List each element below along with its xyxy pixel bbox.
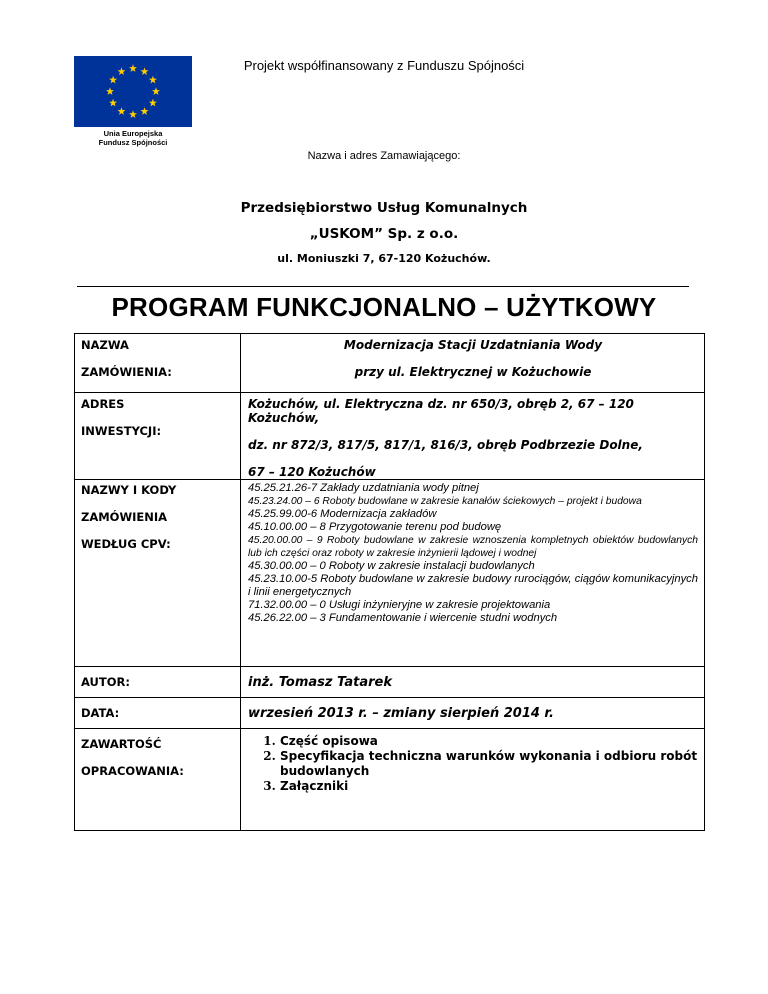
eu-stars-icon (74, 56, 192, 127)
contents-item: 1. Część opisowa (280, 734, 698, 749)
cpv-code: 45.26.22.00 – 3 Fundamentowanie i wiercenie studni wodnych (248, 612, 558, 624)
contents-list (248, 734, 698, 794)
cpv-label-3: WEDŁUG CPV: (81, 537, 171, 551)
cpv-code: 45.25.21.26-7 Zakłady uzdatniania wody pitnej (248, 482, 479, 494)
investment-address-label-2: INWESTYCJI: (81, 424, 162, 438)
cpv-code: 45.20.00.00 – 9 Roboty budowlane w zakresie wznoszenia kompletnych obiektów budowlanych lub ich części oraz roboty w zakresie inżynierii lądowej i wodnej (248, 535, 698, 559)
date-row (75, 698, 705, 729)
divider (77, 286, 689, 287)
contents-item: 2. Specyfikacja techniczna warunków wykonania i odbioru robót budowlanych (280, 749, 698, 779)
cpv-code: 45.30.00.00 – 0 Roboty w zakresie instalacji budowlanych (248, 560, 535, 572)
investment-address-value-cell (241, 393, 705, 480)
investment-address-line-2: dz. nr 872/3, 817/5, 817/1, 816/3, obręb Podbrzezie Dolne, (248, 438, 643, 452)
investment-address-label-cell (75, 393, 241, 480)
contents-value-cell (241, 729, 705, 831)
order-name-value-cell (241, 334, 705, 393)
cpv-code: 45.23.10.00-5 Roboty budowlane w zakresie budowy rurociągów, ciągów komunikacyjnych i linii energetycznych (248, 573, 698, 598)
order-name-label-cell (75, 334, 241, 393)
contents-label-cell (75, 729, 241, 831)
date-label: DATA: (75, 698, 241, 729)
cpv-code: 71.32.00.00 – 0 Usługi inżynieryjne w zakresie projektowania (248, 599, 551, 611)
order-name-label-1: NAZWA (81, 338, 129, 352)
cpv-label-1: NAZWY I KODY (81, 483, 177, 497)
contents-item: 3. Załączniki (280, 779, 698, 794)
contents-label-2: OPRACOWANIA: (81, 764, 184, 778)
order-name-row (75, 334, 705, 393)
eu-logo-caption-line2: Fundusz Spójności (98, 138, 168, 147)
company-name: Przedsiębiorstwo Usług Komunalnych (240, 200, 528, 216)
cpv-code: 45.10.00.00 – 8 Przygotowanie terenu pod budowę (248, 521, 502, 533)
order-name-label-2: ZAMÓWIENIA: (81, 365, 172, 379)
author-row (75, 667, 705, 698)
cpv-code: 45.25.99.00-6 Modernizacja zakładów (248, 508, 437, 520)
investment-address-line-3: 67 – 120 Kożuchów (248, 465, 376, 479)
cpv-codes-cell (241, 480, 705, 667)
cofinancing-note: Projekt współfinansowany z Funduszu Spójności (243, 58, 525, 73)
company-short-name: „USKOM” Sp. z o.o. (309, 226, 459, 242)
cpv-row (75, 480, 705, 667)
page-title: PROGRAM FUNKCJONALNO – UŻYTKOWY (111, 292, 657, 322)
contents-row (75, 729, 705, 831)
company-address: ul. Moniuszki 7, 67-120 Kożuchów. (277, 252, 491, 265)
cpv-label-2: ZAMÓWIENIA (81, 510, 168, 524)
eu-logo-caption (74, 129, 192, 147)
author-value: inż. Tomasz Tatarek (241, 667, 705, 698)
eu-flag-logo (74, 56, 192, 127)
investment-address-label-1: ADRES (81, 397, 125, 411)
cpv-code: 45.23.24.00 – 6 Roboty budowlane w zakresie kanałów ściekowych – projekt i budowa (248, 496, 642, 507)
investment-address-row (75, 393, 705, 480)
info-table (74, 333, 705, 831)
cpv-label-cell (75, 480, 241, 667)
author-label: AUTOR: (75, 667, 241, 698)
order-name-value-2: przy ul. Elektrycznej w Kożuchowie (354, 365, 592, 379)
order-name-value-1: Modernizacja Stacji Uzdatniania Wody (343, 338, 603, 352)
contents-label-1: ZAWARTOŚĆ (81, 737, 162, 751)
orderer-label: Nazwa i adres Zamawiającego: (307, 150, 461, 162)
eu-logo-caption-line1: Unia Europejska (103, 129, 163, 138)
investment-address-line-1: Kożuchów, ul. Elektryczna dz. nr 650/3, obręb 2, 67 – 120 Kożuchów, (248, 397, 634, 425)
date-value: wrzesień 2013 r. – zmiany sierpień 2014 r. (241, 698, 705, 729)
